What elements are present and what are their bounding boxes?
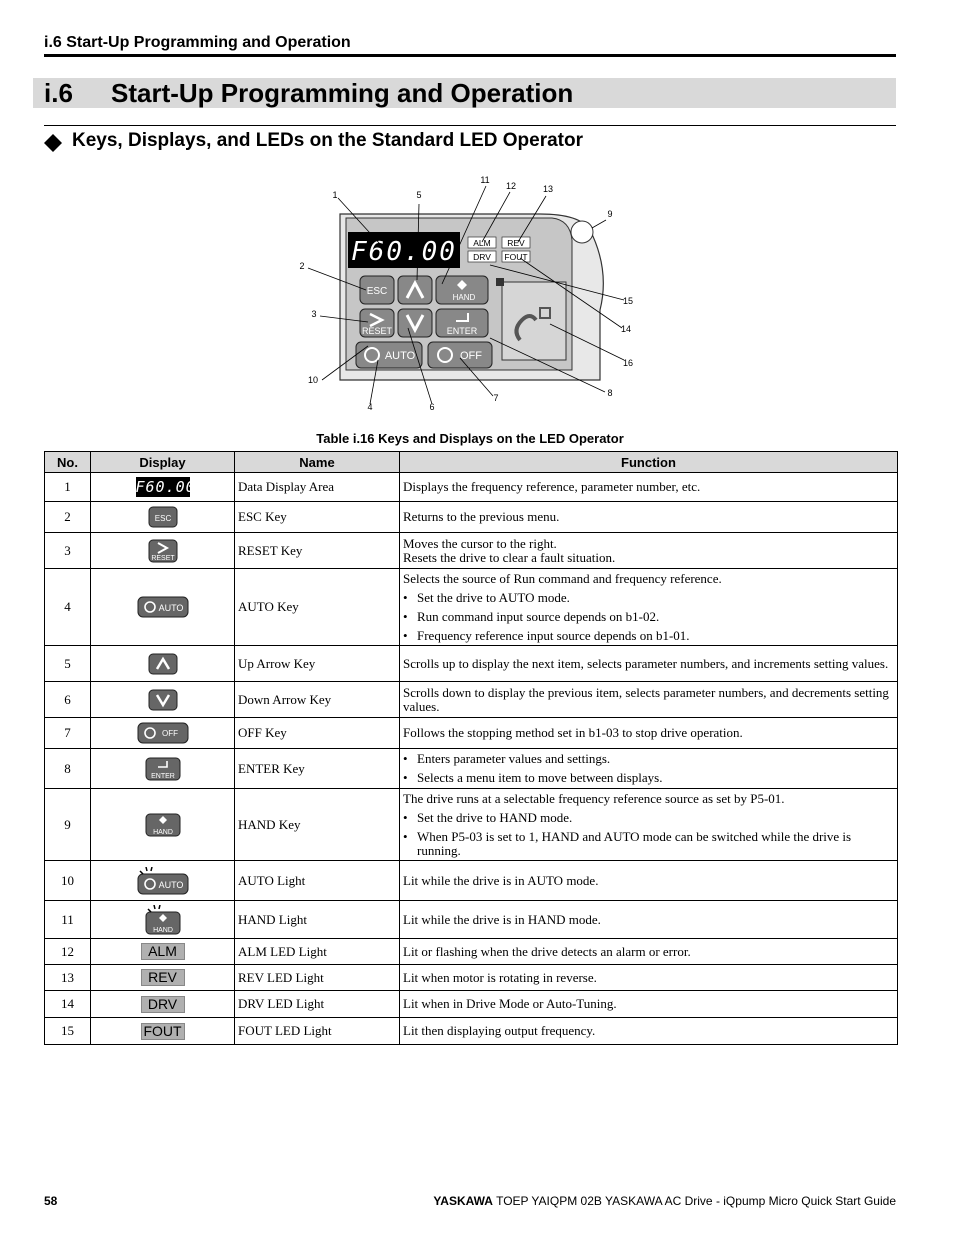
function-cell: [400, 991, 898, 1018]
svg-text:RESET: RESET: [361, 326, 393, 336]
key-name: FOUT LED Light: [235, 1018, 400, 1045]
function-cell: [400, 502, 898, 533]
function-cell: [400, 1018, 898, 1045]
function-cell: [400, 939, 898, 965]
section-title: Start-Up Programming and Operation: [111, 78, 574, 108]
bullet-icon: •: [403, 589, 408, 605]
function-cell: [400, 965, 898, 991]
svg-text:HAND: HAND: [152, 926, 173, 934]
callout-7: 7: [493, 393, 499, 403]
table-row: [45, 718, 898, 749]
table-row: [45, 939, 898, 965]
function-cell: [400, 682, 898, 718]
function-text: Resets the drive to clear a fault situation.: [403, 549, 616, 565]
section-rule: [44, 125, 896, 126]
key-name: RESET Key: [235, 533, 400, 569]
callout-16: 16: [622, 358, 634, 368]
display-cell: [91, 939, 235, 965]
lcd-display-icon: F60.00: [135, 478, 196, 496]
callout-8: 8: [607, 388, 613, 398]
callout-2: 2: [299, 261, 305, 271]
display-cell: [91, 901, 235, 939]
key-name: REV LED Light: [235, 965, 400, 991]
led-label-icon: REV: [141, 969, 185, 986]
display-cell: [91, 569, 235, 646]
column-header-function: Function: [400, 452, 898, 473]
footer-title: TOEP YAIQPM 02B YASKAWA AC Drive - iQpump Micro Quick Start Guide: [496, 1194, 896, 1208]
function-text: Follows the stopping method set in b1-03 to stop drive operation.: [403, 725, 743, 740]
function-text: Lit while the drive is in HAND mode.: [403, 911, 601, 927]
display-cell: [91, 682, 235, 718]
down-arrow-key-icon: [148, 689, 178, 711]
row-number: 7: [45, 718, 91, 749]
function-text: Scrolls up to display the next item, selects parameter numbers, and increments setting values.: [403, 655, 889, 671]
function-text: Lit when motor is rotating in reverse.: [403, 969, 597, 985]
function-cell: [400, 473, 898, 502]
enter-key-icon: [145, 757, 181, 781]
hand-key-icon: [145, 813, 181, 837]
function-text: The drive runs at a selectable frequency reference source as set by P5-01.: [403, 790, 785, 806]
row-number: 3: [45, 533, 91, 569]
header-rule: [44, 54, 896, 57]
table-row: [45, 473, 898, 502]
table-row: [45, 1018, 898, 1045]
callout-4: 4: [367, 402, 373, 412]
key-name: AUTO Light: [235, 861, 400, 901]
key-name: Down Arrow Key: [235, 682, 400, 718]
row-number: 10: [45, 861, 91, 901]
svg-text:ESC: ESC: [154, 514, 171, 523]
svg-text:OFF: OFF: [460, 350, 482, 362]
key-name: HAND Light: [235, 901, 400, 939]
bullet-icon: •: [403, 751, 408, 766]
table-row: [45, 861, 898, 901]
lcd-text: F60.00: [351, 237, 457, 267]
callout-12: 12: [505, 181, 517, 191]
function-bullet: • Set the drive to AUTO mode.: [403, 589, 570, 605]
led-label-icon: ALM: [141, 943, 185, 960]
column-header-no: No.: [45, 452, 91, 473]
svg-text:AUTO: AUTO: [158, 603, 183, 613]
display-cell: [91, 473, 235, 502]
function-cell: [400, 533, 898, 569]
display-cell: [91, 502, 235, 533]
svg-text:OFF: OFF: [161, 729, 178, 738]
key-name: Up Arrow Key: [235, 646, 400, 682]
esc-key-icon: [148, 506, 178, 528]
function-text: Lit then displaying output frequency.: [403, 1023, 596, 1038]
display-cell: [91, 991, 235, 1018]
key-name: DRV LED Light: [235, 991, 400, 1018]
function-bullet: • Enters parameter values and settings.: [403, 751, 611, 766]
callout-5: 5: [416, 190, 422, 200]
callout-10: 10: [307, 375, 319, 385]
row-number: 11: [45, 901, 91, 939]
column-header-name: Name: [235, 452, 400, 473]
row-number: 12: [45, 939, 91, 965]
row-number: 9: [45, 789, 91, 861]
callout-11: 11: [480, 175, 490, 185]
bullet-icon: •: [403, 809, 408, 825]
fig-led-alm: ALM: [473, 238, 491, 248]
running-header: i.6 Start-Up Programming and Operation: [44, 34, 351, 51]
function-cell: [400, 861, 898, 901]
row-number: 13: [45, 965, 91, 991]
table-row: [45, 569, 898, 646]
table-row: [45, 682, 898, 718]
function-bullet: • Set the drive to HAND mode.: [403, 809, 573, 825]
row-number: 8: [45, 749, 91, 789]
reset-key-icon: [148, 539, 178, 563]
function-text: Moves the cursor to the right.: [403, 535, 557, 551]
callout-9: 9: [607, 209, 613, 219]
callout-1: 1: [332, 190, 338, 200]
svg-text:ENTER: ENTER: [150, 772, 175, 780]
row-number: 14: [45, 991, 91, 1018]
callout-13: 13: [542, 184, 554, 194]
key-name: OFF Key: [235, 718, 400, 749]
function-text: Lit or flashing when the drive detects an alarm or error.: [403, 943, 691, 959]
function-text: Displays the frequency reference, parameter number, etc.: [403, 479, 701, 494]
callout-6: 6: [429, 402, 435, 412]
table-row: [45, 749, 898, 789]
display-cell: [91, 533, 235, 569]
table-row: [45, 965, 898, 991]
mount-hole: [571, 221, 593, 243]
key-name: AUTO Key: [235, 569, 400, 646]
auto-light-icon: [137, 867, 189, 895]
column-header-display: Display: [91, 452, 235, 473]
display-cell: [91, 861, 235, 901]
display-cell: [91, 1018, 235, 1045]
row-number: 1: [45, 473, 91, 502]
svg-text:ESC: ESC: [366, 286, 388, 297]
svg-text:AUTO: AUTO: [384, 350, 416, 362]
led-label-icon: FOUT: [141, 1023, 185, 1040]
display-cell: [91, 749, 235, 789]
function-cell: [400, 789, 898, 861]
function-text: Returns to the previous menu.: [403, 509, 560, 524]
fig-led-rev: REV: [507, 238, 525, 248]
function-text: Scrolls down to display the previous item, selects parameter numbers, and decrements setting values.: [403, 684, 889, 714]
bullet-icon: •: [403, 770, 408, 785]
bullet-icon: •: [403, 608, 408, 624]
footer-brand: YASKAWA: [433, 1194, 493, 1208]
function-cell: [400, 646, 898, 682]
svg-text:HAND: HAND: [452, 293, 476, 302]
keys-displays-table: [44, 451, 898, 1045]
function-bullet: • When P5-03 is set to 1, HAND and AUTO mode can be switched while the drive is running.: [403, 828, 852, 858]
callout-14: 14: [620, 324, 632, 334]
key-name: ALM LED Light: [235, 939, 400, 965]
function-bullet: • Run command input source depends on b1-02.: [403, 608, 660, 624]
table-header-row: [45, 452, 898, 473]
table-caption: Table i.16 Keys and Displays on the LED Operator: [316, 431, 624, 446]
off-key-icon: [137, 722, 189, 744]
fig-led-fout: FOUT: [504, 252, 528, 262]
subsection-title: Keys, Displays, and LEDs on the Standard LED Operator: [72, 130, 584, 151]
svg-text:AUTO: AUTO: [158, 879, 183, 890]
function-bullet: • Selects a menu item to move between displays.: [403, 770, 663, 785]
row-number: 6: [45, 682, 91, 718]
display-cell: [91, 965, 235, 991]
hand-light-icon: [145, 905, 181, 935]
function-cell: [400, 749, 898, 789]
function-text: Lit while the drive is in AUTO mode.: [403, 872, 599, 888]
function-bullet: • Frequency reference input source depends on b1-01.: [403, 627, 690, 643]
row-number: 15: [45, 1018, 91, 1045]
function-text: Selects the source of Run command and frequency reference.: [403, 570, 722, 586]
bullet-icon: •: [403, 828, 408, 844]
display-cell: [91, 789, 235, 861]
page-number: 58: [44, 1194, 58, 1208]
table-row: [45, 502, 898, 533]
key-name: ESC Key: [235, 502, 400, 533]
key-name: HAND Key: [235, 789, 400, 861]
table-row: [45, 646, 898, 682]
table-row: [45, 533, 898, 569]
key-name: ENTER Key: [235, 749, 400, 789]
section-number: i.6: [44, 78, 73, 108]
callout-3: 3: [311, 309, 317, 319]
function-text: Lit when in Drive Mode or Auto-Tuning.: [403, 996, 617, 1011]
display-cell: [91, 646, 235, 682]
callout-15: 15: [622, 296, 634, 306]
svg-text:RESET: RESET: [150, 554, 175, 562]
led-operator-figure: [290, 170, 650, 420]
bullet-icon: •: [403, 627, 408, 643]
row-number: 2: [45, 502, 91, 533]
svg-text:ENTER: ENTER: [446, 326, 478, 336]
display-cell: [91, 718, 235, 749]
footer-doc-title: [433, 1194, 896, 1208]
fig-led-drv: DRV: [473, 252, 491, 262]
auto-key-icon: [137, 596, 189, 618]
key-name: Data Display Area: [235, 473, 400, 502]
table-row: [45, 789, 898, 861]
table-row: [45, 991, 898, 1018]
function-cell: [400, 901, 898, 939]
row-number: 4: [45, 569, 91, 646]
table-row: [45, 901, 898, 939]
diamond-bullet-icon: [44, 134, 62, 152]
row-number: 5: [45, 646, 91, 682]
svg-text:HAND: HAND: [152, 828, 173, 836]
function-cell: [400, 718, 898, 749]
function-cell: [400, 569, 898, 646]
led-label-icon: DRV: [141, 996, 185, 1013]
up-arrow-key-icon: [148, 653, 178, 675]
